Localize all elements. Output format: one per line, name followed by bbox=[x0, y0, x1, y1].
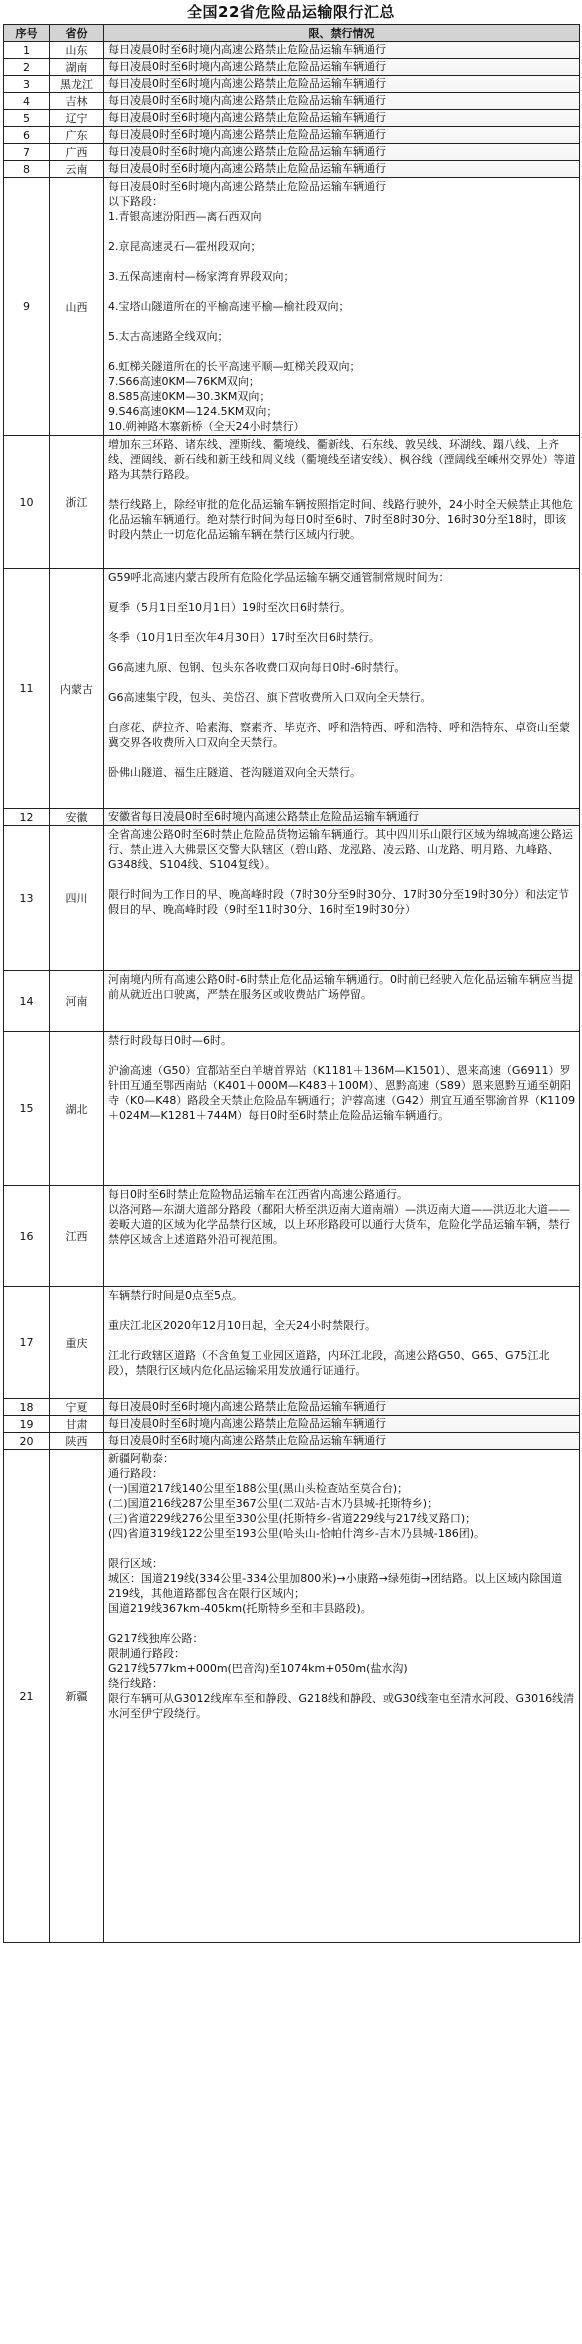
row-number: 10 bbox=[4, 436, 50, 569]
row-number: 6 bbox=[4, 127, 50, 144]
row-desc-cell bbox=[104, 59, 580, 76]
row-province: 新疆 bbox=[50, 1450, 104, 1943]
row-number: 2 bbox=[4, 59, 50, 76]
header-restriction: 限、禁行情况 bbox=[104, 25, 580, 42]
row-desc-cell bbox=[104, 1186, 580, 1287]
row-number: 13 bbox=[4, 826, 50, 971]
row-desc-cell bbox=[104, 161, 580, 178]
restriction-table bbox=[3, 24, 580, 1943]
row-number: 8 bbox=[4, 161, 50, 178]
row-desc-cell bbox=[104, 1287, 580, 1399]
row-province: 河南 bbox=[50, 971, 104, 1032]
row-description: 每日凌晨0时至6时境内高速公路禁止危险品运输车辆通行 bbox=[108, 94, 386, 107]
row-desc-cell bbox=[104, 971, 580, 1032]
table-row bbox=[4, 1287, 580, 1399]
table-row bbox=[4, 76, 580, 93]
row-desc-cell bbox=[104, 826, 580, 971]
header-num: 序号 bbox=[4, 25, 50, 42]
table-row bbox=[4, 569, 580, 809]
table-row bbox=[4, 42, 580, 59]
row-number: 9 bbox=[4, 178, 50, 436]
row-desc-cell bbox=[104, 1032, 580, 1186]
row-province: 浙江 bbox=[50, 436, 104, 569]
row-number: 7 bbox=[4, 144, 50, 161]
table-row bbox=[4, 110, 580, 127]
header-row bbox=[4, 25, 580, 42]
table-row bbox=[4, 127, 580, 144]
row-number: 11 bbox=[4, 569, 50, 809]
row-number: 3 bbox=[4, 76, 50, 93]
row-desc-cell bbox=[104, 1416, 580, 1433]
row-province: 湖南 bbox=[50, 59, 104, 76]
table-row bbox=[4, 1399, 580, 1416]
row-description: 每日凌晨0时至6时境内高速公路禁止危险品运输车辆通行 bbox=[108, 1400, 386, 1413]
row-province: 陕西 bbox=[50, 1433, 104, 1450]
row-number: 18 bbox=[4, 1399, 50, 1416]
row-desc-cell bbox=[104, 1450, 580, 1943]
row-number: 15 bbox=[4, 1032, 50, 1186]
row-desc-cell bbox=[104, 127, 580, 144]
row-province: 甘肃 bbox=[50, 1416, 104, 1433]
row-province: 辽宁 bbox=[50, 110, 104, 127]
row-desc-cell bbox=[104, 809, 580, 826]
row-province: 吉林 bbox=[50, 93, 104, 110]
table-row bbox=[4, 809, 580, 826]
row-number: 14 bbox=[4, 971, 50, 1032]
page-title: 全国22省危险品运输限行汇总 bbox=[187, 3, 395, 21]
row-number: 16 bbox=[4, 1186, 50, 1287]
row-description: G59呼北高速内蒙古段所有危险化学品运输车辆交通管制常规时间为： 夏季（5月1日至10月1日）19时至次日6时禁行。 冬季（10月1日至次年4月30日）17时至次日6时禁行。 G6高速九原、包钢、包头东各收费口双向每日0时-6时禁行。 G6高速集宁段，包头、美岱召、旗下营收费所入口双向全天禁行。 白彦花、萨拉齐、哈素海、察素齐、毕克齐、呼和浩特西、呼和浩特、呼和浩特东、卓资山至蒙冀交界各收费所入口双向全天禁行。 卧佛山隧道、福生庄隧道、苍沟隧道双向全天禁行。 bbox=[108, 571, 570, 779]
row-province: 内蒙古 bbox=[50, 569, 104, 809]
table-row bbox=[4, 161, 580, 178]
row-desc-cell bbox=[104, 110, 580, 127]
header-province: 省份 bbox=[50, 25, 104, 42]
row-desc-cell bbox=[104, 569, 580, 809]
row-province: 黑龙江 bbox=[50, 76, 104, 93]
row-description: 新疆阿勒泰： 通行路段： (一)国道217线140公里至188公里(黑山头检查站至莫合台)； (二)国道216线287公里至367公里(二双站-吉木乃县城-托斯特乡)； (三)省道229线276公里至330公里(托斯特乡-省道229线与217线叉路口)； (四)省道319线122公里至193公里(哈头山-恰帕什湾乡-吉木乃县城-186团)。 限行区域： 城区：国道219线(334公里-334公里加800米)→小康路→绿苑街→团结路。以上区域内除国道219线，其他道路都包含在限行区域内； 国道219线367km-405km(托斯特乡至和丰县路段)。 G217线独库公路： 限制通行路段： G217线577km+000m(巴音沟)至1074km+050m(盐水沟) 绕行线路： 限行车辆可从G3012线库车至和静段、G218线和静段、或G30线奎屯至清水河段、G3016线清水河至伊宁段绕行。 bbox=[108, 1452, 575, 1720]
row-province: 山东 bbox=[50, 42, 104, 59]
row-desc-cell bbox=[104, 42, 580, 59]
row-province: 山西 bbox=[50, 178, 104, 436]
row-description: 每日凌晨0时至6时境内高速公路禁止危险品运输车辆通行 bbox=[108, 1434, 386, 1447]
row-description: 全省高速公路0时至6时禁止危险品货物运输车辆通行。其中四川乐山限行区域为绵城高速公路运行、禁止进入大佛景区交警大队辖区（碧山路、龙泓路、凌云路、山龙路、明月路、九峰路、G348线、S104线、S104复线）。 限行时间为工作日的早、晚高峰时段（7时30分至9时30分、17时30分至19时30分）和法定节假日的早、晚高峰时段（9时至11时30分、16时至19时30分） bbox=[108, 828, 573, 916]
row-description: 河南境内所有高速公路0时-6时禁止危化品运输车辆通行。0时前已经驶入危化品运输车辆应当提前从就近出口驶离，严禁在服务区或收费站广场停留。 bbox=[108, 973, 573, 1001]
row-desc-cell bbox=[104, 1399, 580, 1416]
table-row bbox=[4, 93, 580, 110]
table-row bbox=[4, 144, 580, 161]
row-description: 每日凌晨0时至6时境内高速公路禁止危险品运输车辆通行 bbox=[108, 1417, 386, 1430]
row-desc-cell bbox=[104, 76, 580, 93]
row-description: 每日凌晨0时至6时境内高速公路禁止危险品运输车辆通行 bbox=[108, 162, 386, 175]
row-description: 每日凌晨0时至6时境内高速公路禁止危险品运输车辆通行 bbox=[108, 77, 386, 90]
row-province: 宁夏 bbox=[50, 1399, 104, 1416]
row-description: 增加东三环路、诸东线、湮斯线、衢境线、衢新线、石东线、敦吴线、环湖线、蹋八线、上齐线、湮阔线、新石线和新王线和周义线（衢境线至诸安线）、枫谷线（湮阔线至嵊州交界处）等道路为其禁行路段。 禁行线路上，除经审批的危化品运输车辆按照指定时间、线路行驶外，24小时全天候禁止其他危化品运输车辆通行。绝对禁行时间为每日0时至6时、7时至8时30分、16时30分至18时，即该时段内禁止一切危化品运输车辆在禁行区域内行驶。 bbox=[108, 438, 576, 541]
table-row bbox=[4, 1433, 580, 1450]
row-description: 每日凌晨0时至6时境内高速公路禁止危险品运输车辆通行 bbox=[108, 43, 386, 56]
row-number: 4 bbox=[4, 93, 50, 110]
row-number: 19 bbox=[4, 1416, 50, 1433]
row-province: 江西 bbox=[50, 1186, 104, 1287]
row-number: 21 bbox=[4, 1450, 50, 1943]
table-row bbox=[4, 971, 580, 1032]
row-description: 每日凌晨0时至6时境内高速公路禁止危险品运输车辆通行 bbox=[108, 145, 386, 158]
row-province: 广东 bbox=[50, 127, 104, 144]
row-province: 湖北 bbox=[50, 1032, 104, 1186]
row-description: 每日凌晨0时至6时境内高速公路禁止危险品运输车辆通行 bbox=[108, 128, 386, 141]
row-description: 禁行时段每日0时—6时。 沪渝高速（G50）宜都站至白羊塘首界站（K1181＋136M—K1501）、恩来高速（G6911）罗针田互通至鄂西南站（K401＋000M—K483＋100M）、恩黔高速（S89）恩来恩黔互通至朝阳寺（K0—K48）路段全天禁止危险品车辆通行；沪蓉高速（G42）荆宜互通至鄂渝首界（K1109＋024M—K1281＋744M）每日0时至6时禁止危险品运输车辆通行。 bbox=[108, 1034, 576, 1122]
row-province: 重庆 bbox=[50, 1287, 104, 1399]
row-province: 四川 bbox=[50, 826, 104, 971]
table-row bbox=[4, 1032, 580, 1186]
row-province: 安徽 bbox=[50, 809, 104, 826]
row-number: 5 bbox=[4, 110, 50, 127]
row-number: 17 bbox=[4, 1287, 50, 1399]
table-row bbox=[4, 178, 580, 436]
row-number: 1 bbox=[4, 42, 50, 59]
row-number: 20 bbox=[4, 1433, 50, 1450]
row-desc-cell bbox=[104, 436, 580, 569]
table-row bbox=[4, 1186, 580, 1287]
row-description: 每日凌晨0时至6时境内高速公路禁止危险品运输车辆通行 bbox=[108, 111, 386, 124]
row-description: 安徽省每日凌晨0时至6时境内高速公路禁止危险品运输车辆通行 bbox=[108, 810, 419, 823]
row-province: 云南 bbox=[50, 161, 104, 178]
table-row bbox=[4, 59, 580, 76]
row-description: 每日0时至6时禁止危险物品运输车在江西省内高速公路通行。 以洛河路—东湖大道部分路段（鄱阳大桥至洪迈南大道南端）—洪迈南大道——洪迈北大道——姜畈大道的区域为化学品禁行区域，以上环形路段可以通行大货车，危险化学品运输车辆，禁行禁停区域含上述道路外沿可视范围。 bbox=[108, 1188, 570, 1246]
table-row bbox=[4, 1450, 580, 1943]
row-description: 每日凌晨0时至6时境内高速公路禁止危险品运输车辆通行 bbox=[108, 60, 386, 73]
row-description: 每日凌晨0时至6时境内高速公路禁止危险品运输车辆通行 以下路段： 1.青银高速汾阳西—离石西双向 2.京昆高速灵石—霍州段双向； 3.五保高速南村—杨家湾育界段双向； 4.宝塔山隧道所在的平榆高速平榆—榆社段双向； 5.太古高速路全线双向； 6.虹梯关隧道所在的长平高速平顺—虹梯关段双向； 7.S66高速0KM—76KM双向； 8.S85高速0KM—30.3KM双向； 9.S46高速0KM—124.5KM双向； 10.朔神路木寨新桥（全天24小时禁行） bbox=[108, 180, 386, 433]
row-desc-cell bbox=[104, 93, 580, 110]
table-row bbox=[4, 1416, 580, 1433]
row-desc-cell bbox=[104, 1433, 580, 1450]
table-row bbox=[4, 826, 580, 971]
row-description: 车辆禁行时间是0点至5点。 重庆江北区2020年12月10日起，全天24小时禁限行。 江北行政辖区道路（不含鱼复工业园区道路，内环江北段，高速公路G50、G65、G75江北段），禁限行区域内危化品运输采用发放通行证通行。 bbox=[108, 1289, 550, 1377]
table-row bbox=[4, 436, 580, 569]
row-desc-cell bbox=[104, 178, 580, 436]
row-province: 广西 bbox=[50, 144, 104, 161]
row-desc-cell bbox=[104, 144, 580, 161]
row-number: 12 bbox=[4, 809, 50, 826]
